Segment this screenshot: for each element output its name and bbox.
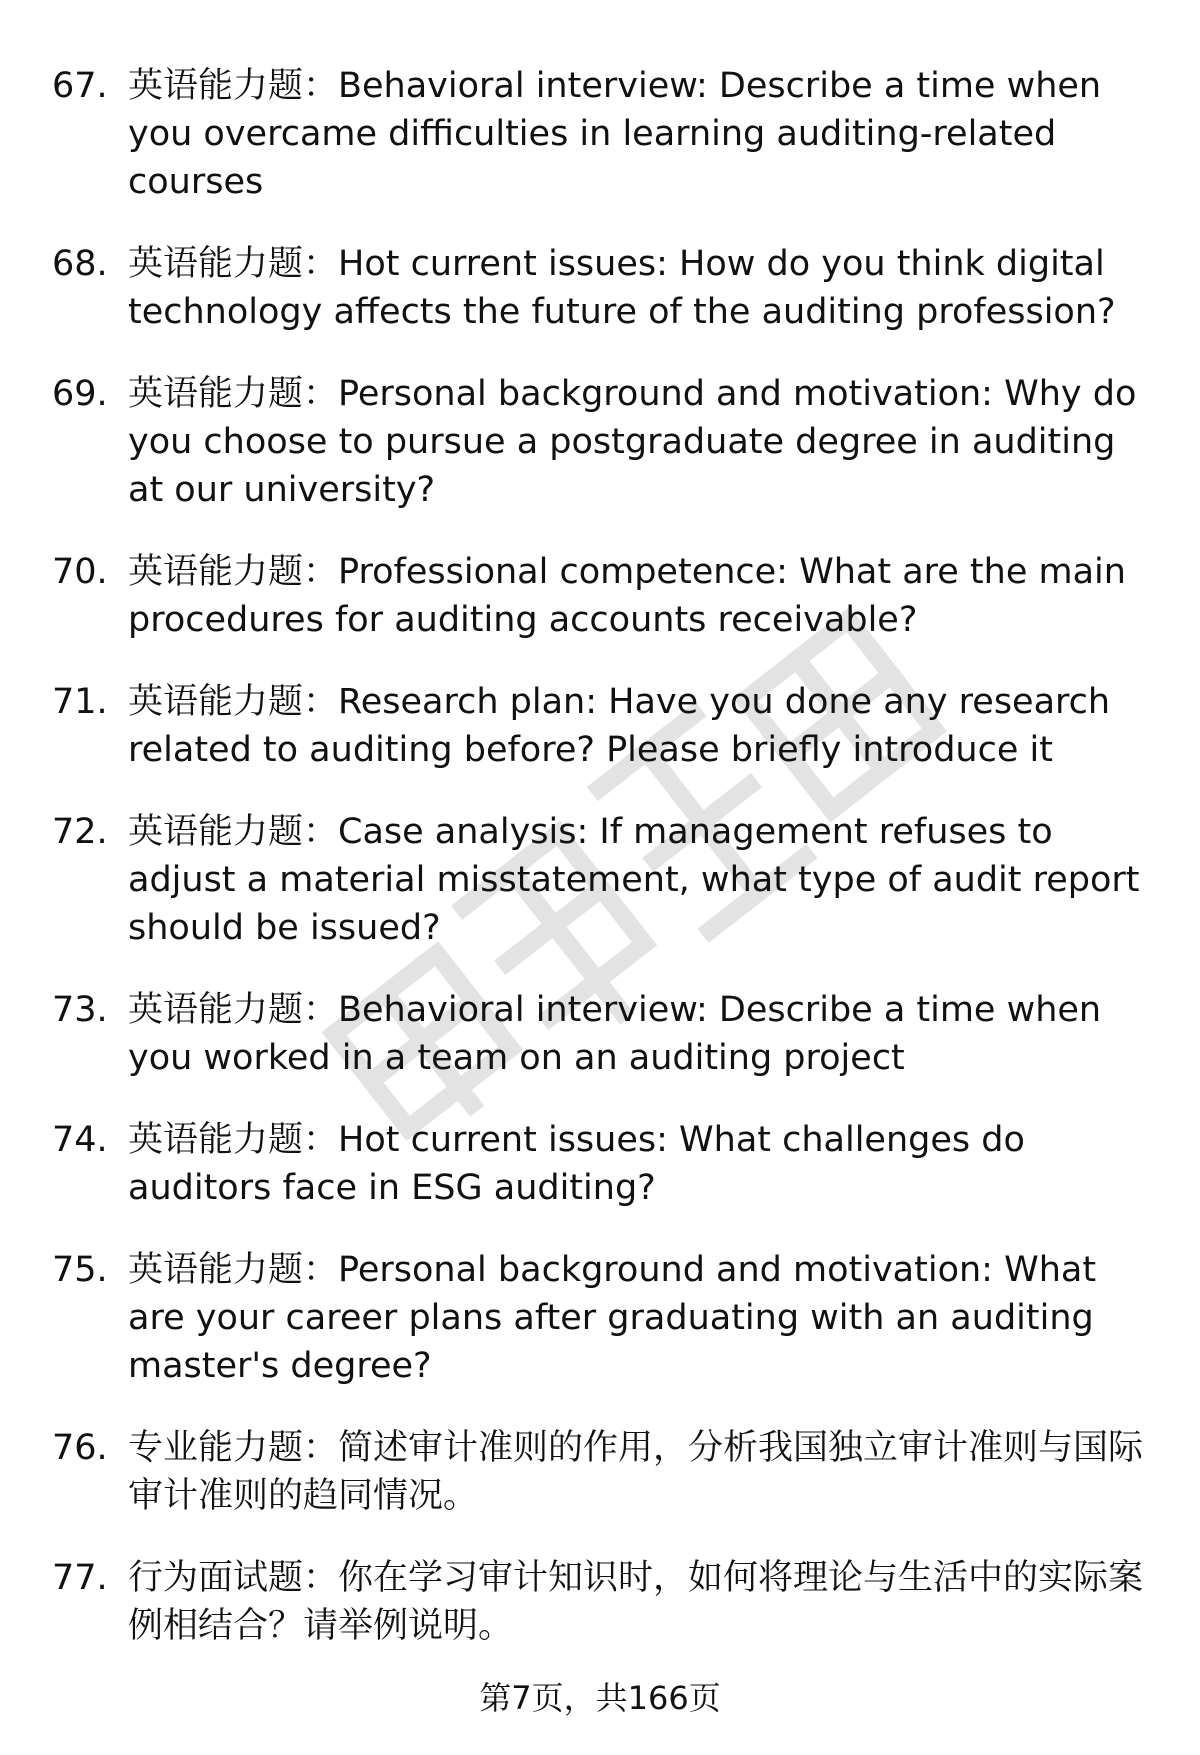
question-text: 英语能力题：Hot current issues: What challenges do auditors face in ESG auditing? xyxy=(128,1120,1025,1208)
question-text: 英语能力题：Professional competence: What are the main procedures for auditing accounts receivable? xyxy=(128,552,1126,640)
question-item xyxy=(52,986,1152,1082)
question-number: 72. xyxy=(52,812,108,852)
question-text: 英语能力题：Behavioral interview: Describe a time when you worked in a team on an auditing project xyxy=(128,990,1102,1078)
question-item xyxy=(52,240,1152,336)
question-item xyxy=(52,1554,1152,1650)
question-number: 76. xyxy=(52,1428,108,1468)
question-text: 英语能力题：Case analysis: If management refuses to adjust a material misstatement, what type of audit report should be issued? xyxy=(128,812,1140,948)
question-list xyxy=(52,62,1152,1684)
question-number: 67. xyxy=(52,66,108,106)
question-number: 73. xyxy=(52,990,108,1030)
question-item xyxy=(52,1424,1152,1520)
question-item xyxy=(52,1246,1152,1390)
question-text: 英语能力题：Behavioral interview: Describe a time when you overcame difficulties in learning auditing-related courses xyxy=(128,66,1102,202)
question-number: 69. xyxy=(52,374,108,414)
question-item xyxy=(52,370,1152,514)
question-item xyxy=(52,548,1152,644)
question-item xyxy=(52,1116,1152,1212)
question-number: 75. xyxy=(52,1250,108,1290)
question-item xyxy=(52,678,1152,774)
question-text: 专业能力题：简述审计准则的作用，分析我国独立审计准则与国际审计准则的趋同情况。 xyxy=(128,1428,1144,1516)
question-text: 英语能力题：Hot current issues: How do you think digital technology affects the future of the auditing profession? xyxy=(128,244,1116,332)
question-item xyxy=(52,62,1152,206)
question-item xyxy=(52,808,1152,952)
page-footer: 第7页，共166页 xyxy=(479,1679,721,1717)
question-text: 行为面试题：你在学习审计知识时，如何将理论与生活中的实际案例相结合？请举例说明。 xyxy=(128,1558,1144,1646)
question-text: 英语能力题：Personal background and motivation: Why do you choose to pursue a postgraduate degree in auditing at our university? xyxy=(128,374,1137,510)
question-number: 71. xyxy=(52,682,108,722)
question-number: 74. xyxy=(52,1120,108,1160)
question-number: 68. xyxy=(52,244,108,284)
question-number: 77. xyxy=(52,1558,108,1598)
question-text: 英语能力题：Research plan: Have you done any research related to auditing before? Please briefly introduce it xyxy=(128,682,1111,770)
question-number: 70. xyxy=(52,552,108,592)
question-text: 英语能力题：Personal background and motivation: What are your career plans after graduating with an auditing master's degree? xyxy=(128,1250,1097,1386)
